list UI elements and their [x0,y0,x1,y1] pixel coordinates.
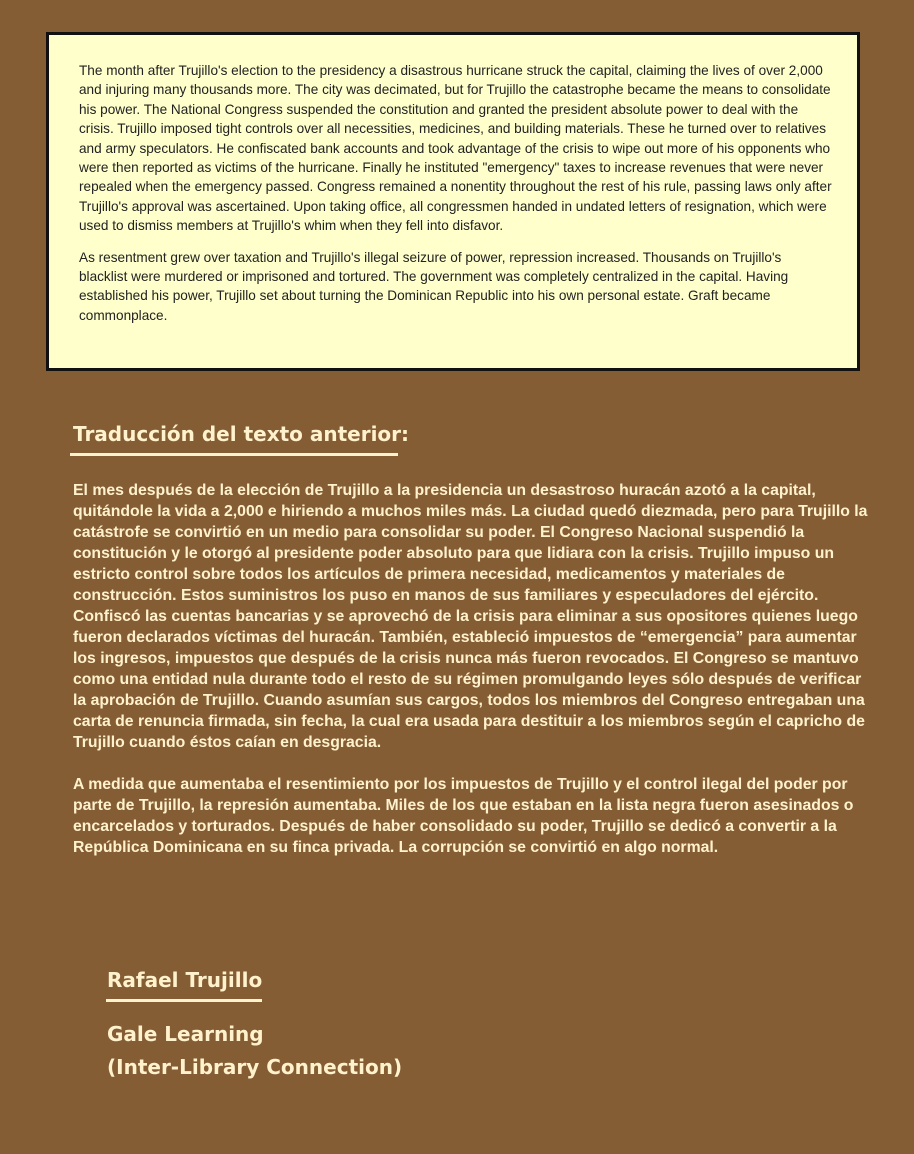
english-text-box [46,32,860,371]
credit-name-underline [106,999,262,1002]
spanish-translation [73,480,873,858]
spanish-paragraph-1: El mes después de la elección de Trujillo a la presidencia un desastroso huracán azotó a la capital, quitándole la vida a 2,000 e hiriendo a muchos miles más. La ciudad quedó diezmada, pero para Trujillo la catástrofe se convirtió en un medio para consolidar su poder. El Congreso Nacional suspendió la constitución y le otorgó al presidente poder absoluto para que lidiara con la crisis. Trujillo impuso un estricto control sobre todos los artículos de primera necesidad, medicamentos y materiales de construcción. Estos suministros los puso en manos de sus familiares y especuladores del ejército. Confiscó las cuentas bancarias y se aprovechó de la crisis para eliminar a sus opositores quienes luego fueron declarados víctimas del huracán. También, estableció impuestos de “emergencia” para aumentar los ingresos, impuestos que después de la crisis nunca más fueron revocados. El Congreso se mantuvo como una entidad nula durante todo el resto de su régimen promulgando leyes sólo después de verificar la aprobación de Trujillo. Cuando asumían sus cargos, todos los miembros del Congreso entregaban una carta de renuncia firmada, sin fecha, la cual era usada para destituir a los miembros según el capricho de Trujillo cuando éstos caían en desgracia. [73,482,868,751]
credit-source-line-1: Gale Learning [107,1022,264,1046]
credit-name: Rafael Trujillo [107,968,263,992]
english-paragraph-2: As resentment grew over taxation and Trujillo's illegal seizure of power, repression increased. Thousands on Trujillo's blacklist were murdered or imprisoned and tortured. The government was completely centralized in the capital. Having established his power, Trujillo set about turning the Dominican Republic into his own personal estate. Graft became commonplace. [79,249,789,323]
english-paragraph-1: The month after Trujillo's election to the presidency a disastrous hurricane struck the capital, claiming the lives of over 2,000 and injuring many thousands more. The city was decimated, but for Trujillo the catastrophe became the means to consolidate his power. The National Congress suspended the constitution and granted the president absolute power to deal with the crisis. Trujillo imposed tight controls over all necessities, medicines, and building materials. These he turned over to relatives and army speculators. He confiscated bank accounts and took advantage of the crisis to wipe out more of his opponents who were then reported as victims of the hurricane. Finally he instituted "emergency" taxes to increase revenues that were never repealed when the emergency passed. Congress remained a nonentity throughout the rest of his rule, passing laws only after Trujillo's approval was ascertained. Upon taking office, all congressmen handed in undated letters of resignation, which were used to dismiss members at Trujillo's whim when they fell into disfavor. [79,63,832,234]
credit-source [107,1018,402,1084]
translation-heading-underline [70,453,398,456]
spanish-paragraph-2: A medida que aumentaba el resentimiento por los impuestos de Trujillo y el control ilegal del poder por parte de Trujillo, la represión aumentaba. Miles de los que estaban en la lista negra fueron asesinados o encarcelados y torturados. Después de haber consolidado su poder, Trujillo se dedicó a convertir a la República Dominicana en su finca privada. La corrupción se convirtió en algo normal. [73,776,854,856]
credit-source-line-2: (Inter-Library Connection) [107,1055,403,1079]
translation-heading: Traducción del texto anterior: [73,422,410,446]
